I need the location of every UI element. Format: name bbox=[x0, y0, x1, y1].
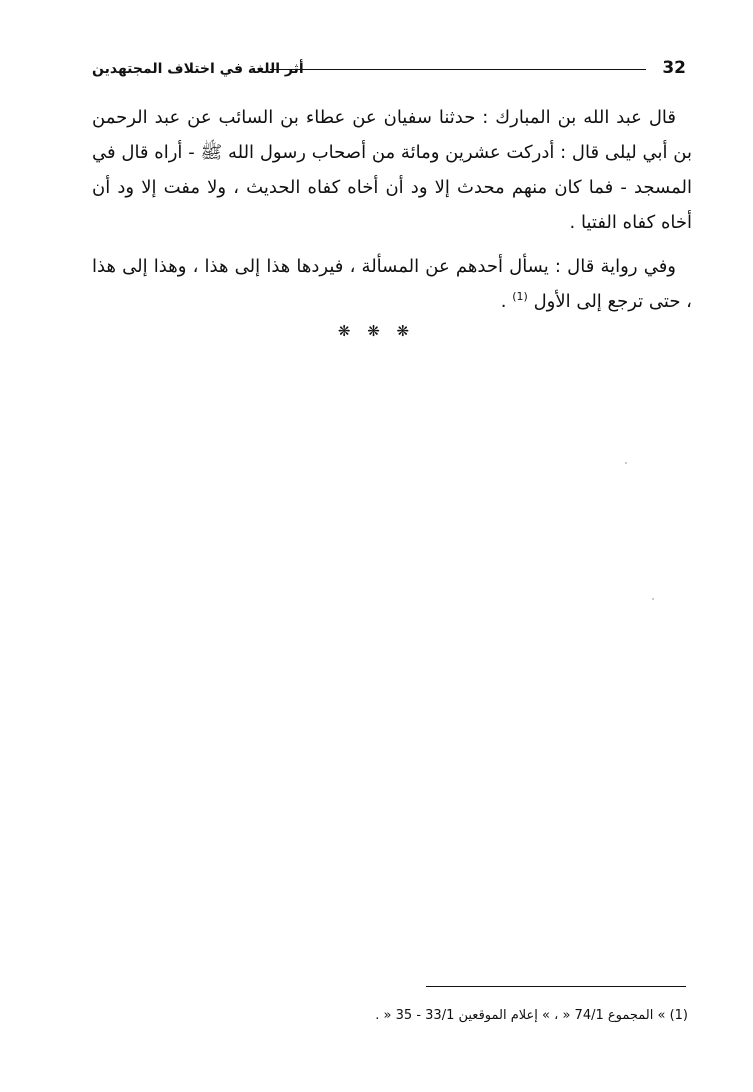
page-header bbox=[92, 56, 686, 82]
main-text bbox=[92, 100, 692, 328]
paragraph bbox=[92, 249, 692, 319]
footnote-reference[interactable]: (1) bbox=[512, 290, 528, 303]
running-title: أثر اللغة في اختلاف المجتهدين bbox=[92, 61, 304, 77]
section-separator: ❋ ❋ ❋ bbox=[337, 322, 416, 340]
paragraph bbox=[92, 100, 692, 240]
header-rule bbox=[270, 69, 646, 70]
paragraph-closing: . bbox=[500, 291, 513, 312]
page-number: 32 bbox=[662, 58, 686, 78]
footnote: (1) » المجموع 74/1 « ، » إعلام الموقعين 33/1 - 35 « . bbox=[375, 1008, 688, 1023]
footnote-rule bbox=[426, 986, 686, 987]
paragraph-text: قال عبد الله بن المبارك : حدثنا سفيان عن عطاء بن السائب عن عبد الرحمن بن أبي ليلى قال : أدركت عشرين ومائة من أصحاب رسول الله ﷺ - أراه قال في المسجد - فما كان منهم محدث إلا ود أن أخاه كفاه الحديث ، ولا مفت إلا ود أن أخاه كفاه الفتيا . bbox=[92, 107, 692, 233]
scan-speck bbox=[625, 462, 627, 464]
paragraph-text: وفي رواية قال : يسأل أحدهم عن المسألة ، فيردها هذا إلى هذا ، وهذا إلى هذا ، حتى ترجع إلى الأول bbox=[92, 256, 692, 312]
scan-speck bbox=[652, 598, 654, 600]
